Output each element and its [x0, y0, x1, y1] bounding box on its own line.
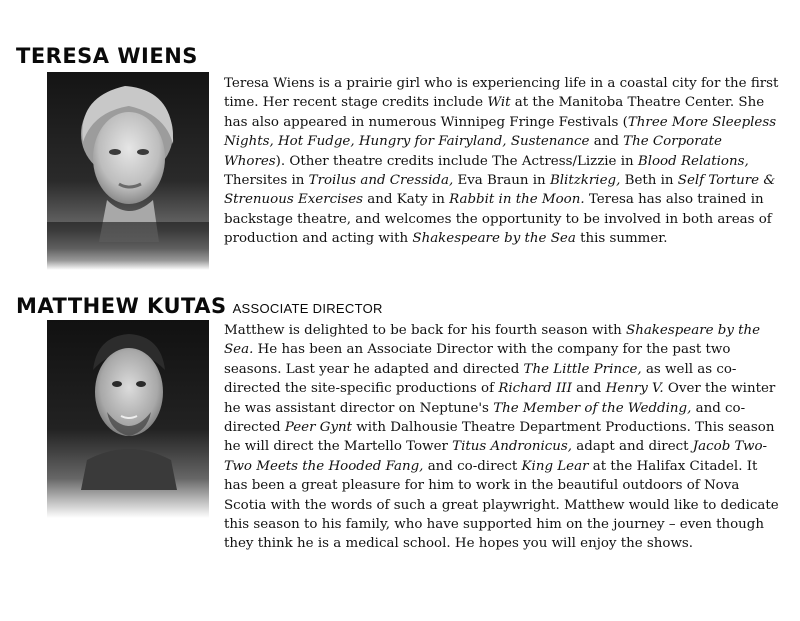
bio-title-italic: Blitzkrieg, — [549, 173, 621, 189]
bio-title-italic: Shakespeare by the Sea. — [224, 323, 761, 358]
bio-title-italic: Titus Andronicus, — [452, 439, 573, 455]
bio-text-run: at the Manitoba Theatre Center. She has also appeared in numerous Winnipeg Fringe Festivals ( — [224, 95, 765, 130]
bio-title-italic: Wit — [487, 95, 511, 111]
portrait-photo-graphic — [47, 320, 209, 518]
portrait-photo — [47, 320, 209, 518]
bio-title-italic: Self Torture & Strenuous Exercises — [224, 173, 776, 208]
bio-text — [224, 74, 784, 249]
bio-title-italic: The Little Prince, — [523, 361, 642, 377]
bio-paragraph — [224, 321, 784, 554]
bio-text-run: and — [589, 134, 624, 150]
bio-text — [224, 321, 784, 554]
bio-title-italic: Shakespeare by the Sea — [412, 231, 576, 247]
performer-name — [16, 44, 198, 68]
bio-text-run: Eva Braun in — [453, 173, 550, 189]
bio-title-italic: Troilus and Cressida, — [308, 173, 454, 189]
bio-text-run: and co-direct — [423, 458, 522, 474]
bio-text-run: He has been an Associate Director with the company for the past two seasons. Last year he adapted and directed — [224, 342, 731, 377]
bio-title-italic: Blood Relations, — [637, 153, 749, 169]
bio-text-run: with Dalhousie Theatre Department Productions. This season he will direct the Martello Tower — [224, 420, 775, 455]
bio-title-italic: The Corporate Whores — [224, 134, 722, 169]
bio-text-run: this summer. — [575, 231, 668, 247]
portrait-photo — [47, 72, 209, 270]
bio-title-italic: Jacob Two-Two Meets the Hooded Fang, — [224, 439, 768, 474]
bio-text-run: Thersites in — [224, 173, 309, 189]
bio-text-run: and — [571, 381, 606, 397]
bio-text-run: ). Other theatre credits include The Actress/Lizzie in — [275, 153, 638, 169]
name-text: TERESA WIENS — [16, 44, 198, 68]
bio-text-run: at the Halifax Citadel. It has been a great pleasure for him to work in the beautiful outdoors of Nova Scotia with the words of such a great playwright. Matthew would like to dedicate this season to his family, who have supported him on the journey – even though they think he is a medical school. He hopes you will enjoy the shows. — [224, 458, 779, 552]
performer-name — [16, 294, 383, 318]
bio-text-run: as well as co-directed the site-specific productions of — [224, 361, 737, 397]
bio-text-run: Matthew is delighted to be back for his fourth season with — [224, 323, 627, 338]
bio-text-run: and co-directed — [224, 400, 746, 436]
bio-text-run: and Katy in — [363, 192, 450, 208]
bio-title-italic: The Member of the Wedding, — [493, 400, 692, 416]
bio-title-italic: King Lear — [521, 458, 589, 474]
portrait-photo-graphic — [47, 72, 209, 270]
bio-title-italic: Rabbit in the Moon. — [449, 192, 585, 208]
bio-paragraph — [224, 74, 784, 249]
bio-title-italic: Richard III — [498, 381, 572, 397]
bio-text-run: Teresa has also trained in backstage theatre, and welcomes the opportunity to be involved in both areas of production and acting with — [224, 192, 772, 247]
bio-title-italic: Henry V. — [605, 381, 664, 397]
name-text: MATTHEW KUTAS — [16, 294, 227, 318]
bio-text-run: Teresa Wiens is a prairie girl who is experiencing life in a coastal city for the first time. Her recent stage credits include — [224, 76, 779, 111]
bio-text-run: adapt and direct — [572, 439, 693, 455]
bio-text-run: Over the winter he was assistant director on Neptune's — [224, 381, 776, 416]
role-title: ASSOCIATE DIRECTOR — [232, 301, 383, 316]
bio-title-italic: Three More Sleepless Nights, Hot Fudge, Hungry for Fairyland, Sustenance — [224, 114, 777, 150]
bio-title-italic: Peer Gynt — [284, 420, 353, 436]
bio-text-run: Beth in — [620, 173, 678, 189]
